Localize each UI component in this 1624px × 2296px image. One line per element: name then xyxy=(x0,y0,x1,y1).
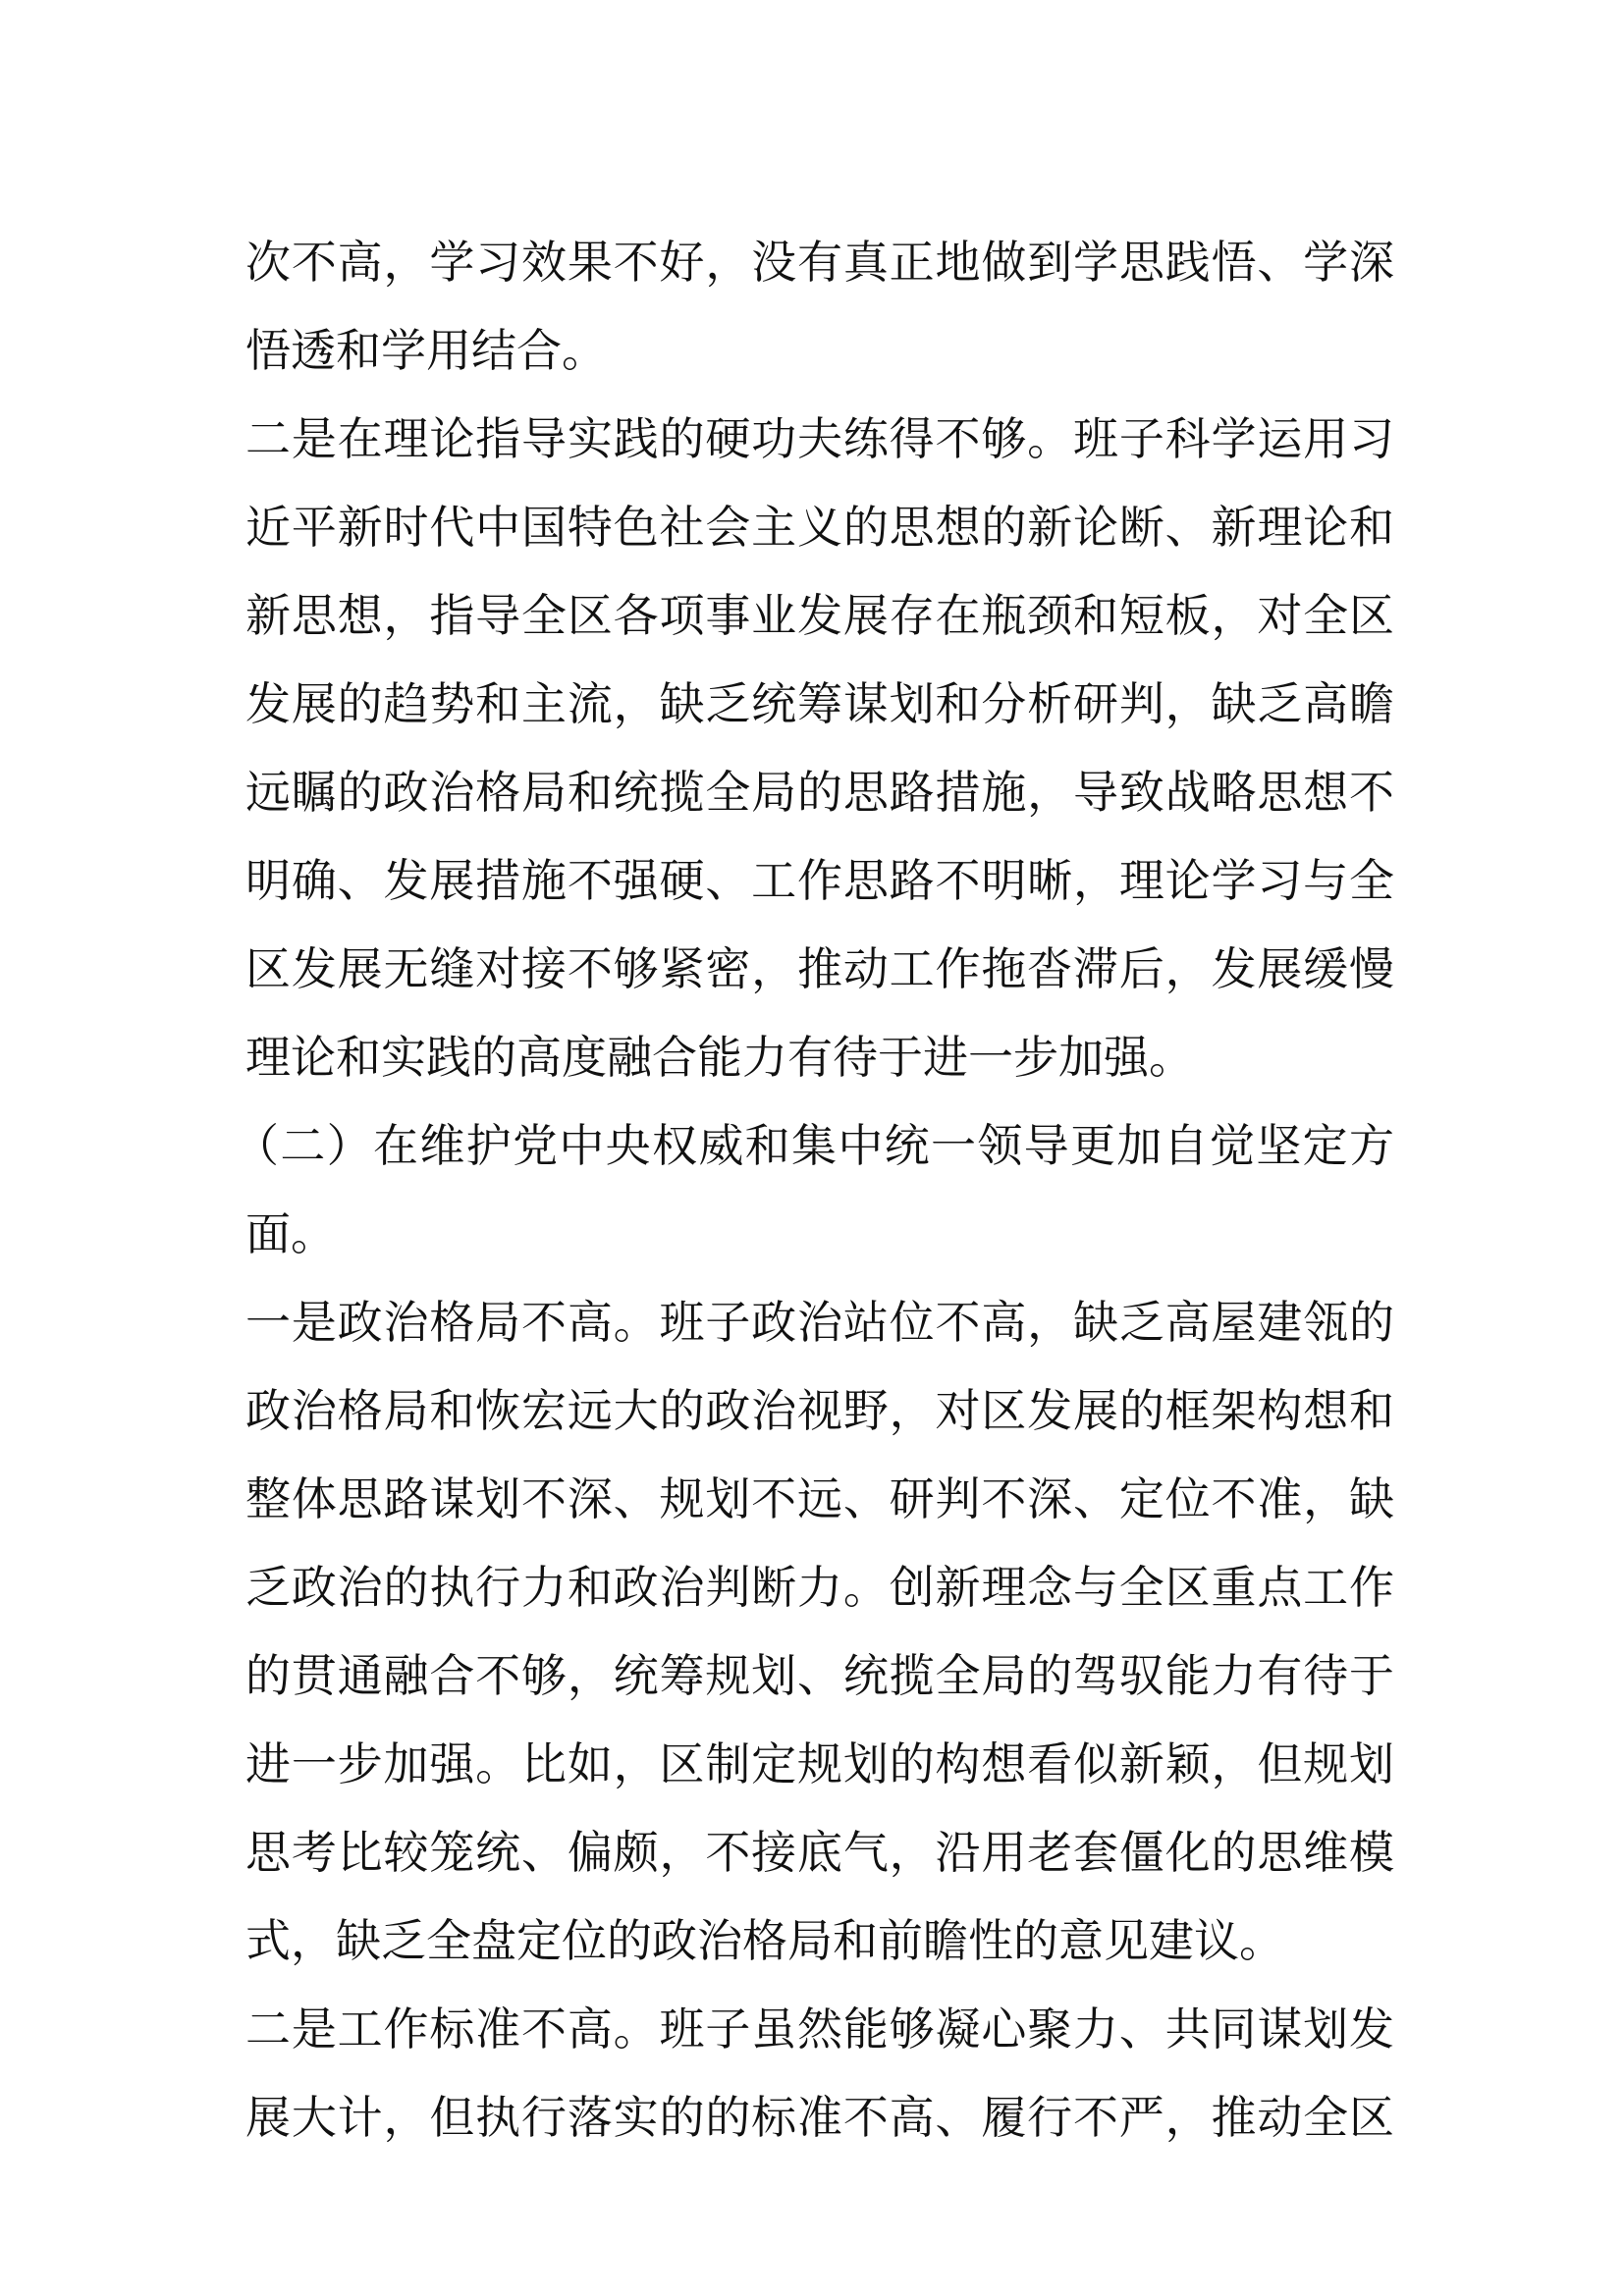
section-heading-line-1: （二）在维护党中央权威和集中统一领导更加自觉坚定方 xyxy=(234,1119,1394,1172)
section-heading-line-2: 面。 xyxy=(245,1207,336,1260)
text-line-6: 发展的趋势和主流，缺乏统筹谋划和分析研判，缺乏高瞻 xyxy=(245,677,1394,730)
text-line-1: 次不高，学习效果不好，没有真正地做到学思践悟、学深 xyxy=(245,236,1394,289)
text-line-5: 新思想，指导全区各项事业发展存在瓶颈和短板，对全区 xyxy=(245,589,1394,642)
text-line-21: 二是工作标准不高。班子虽然能够凝心聚力、共同谋划发 xyxy=(245,2002,1394,2056)
body-text xyxy=(234,218,1394,2162)
text-line-15: 整体思路谋划不深、规划不远、研判不深、定位不准，缺 xyxy=(245,1472,1394,1525)
text-line-9: 区发展无缝对接不够紧密，推动工作拖沓滞后，发展缓慢 xyxy=(245,942,1394,995)
text-line-13: 一是政治格局不高。班子政治站位不高，缺乏高屋建瓴的 xyxy=(245,1296,1394,1349)
text-line-3: 二是在理论指导实践的硬功夫练得不够。班子科学运用习 xyxy=(245,412,1394,465)
text-line-17: 的贯通融合不够，统筹规划、统揽全局的驾驭能力有待于 xyxy=(245,1649,1394,1702)
text-line-4: 近平新时代中国特色社会主义的思想的新论断、新理论和 xyxy=(245,501,1394,554)
text-line-18: 进一步加强。比如，区制定规划的构想看似新颖，但规划 xyxy=(245,1737,1394,1790)
text-line-10: 理论和实践的高度融合能力有待于进一步加强。 xyxy=(245,1031,1194,1084)
text-line-20: 式，缺乏全盘定位的政治格局和前瞻性的意见建议。 xyxy=(245,1914,1284,1967)
text-line-22: 展大计，但执行落实的的标准不高、履行不严，推动全区 xyxy=(245,2091,1394,2144)
text-line-7: 远瞩的政治格局和统揽全局的思路措施，导致战略思想不 xyxy=(245,766,1394,819)
text-line-8: 明确、发展措施不强硬、工作思路不明晰，理论学习与全 xyxy=(245,854,1394,907)
text-line-19: 思考比较笼统、偏颇，不接底气，沿用老套僵化的思维模 xyxy=(245,1826,1394,1879)
text-line-14: 政治格局和恢宏远大的政治视野，对区发展的框架构想和 xyxy=(245,1384,1394,1437)
text-line-16: 乏政治的执行力和政治判断力。创新理念与全区重点工作 xyxy=(245,1561,1394,1614)
text-line-2: 悟透和学用结合。 xyxy=(245,324,607,377)
